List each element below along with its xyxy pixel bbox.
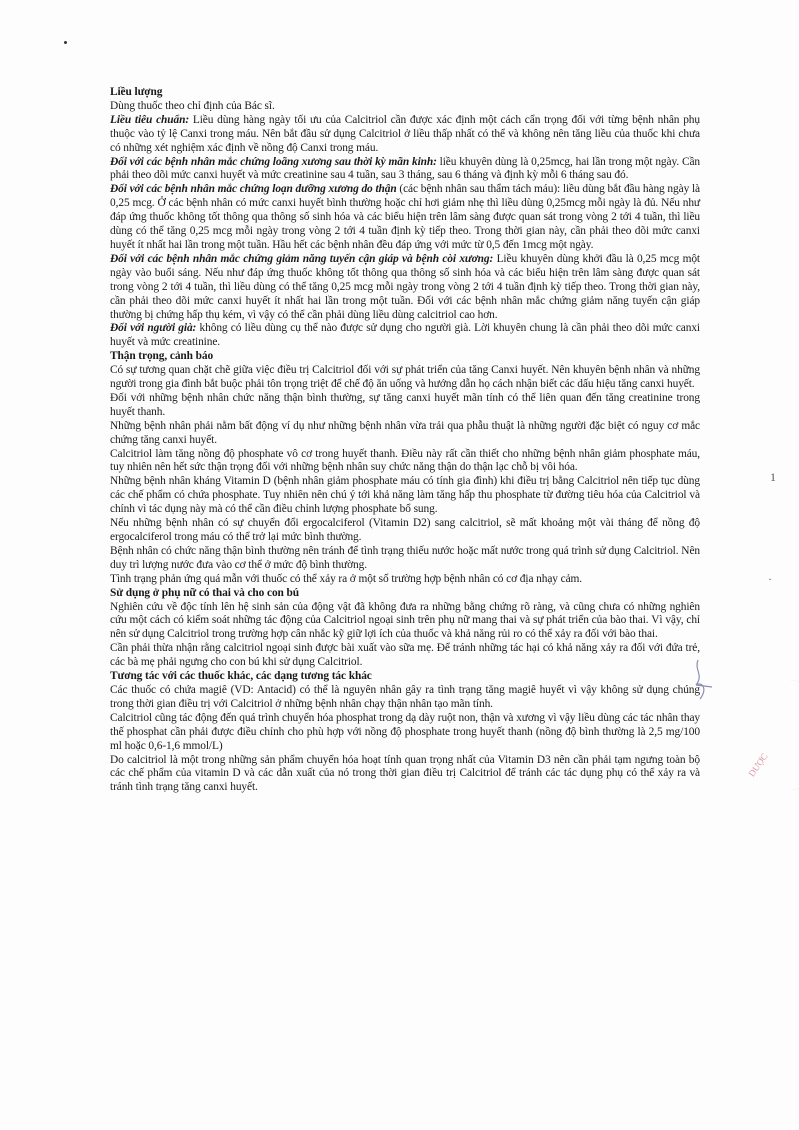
section-title-interactions: Tương tác với các thuốc khác, các dạng tương tác khác (110, 670, 372, 683)
paragraph: Đối với người già: không có liều dùng cụ thể nào được sử dụng cho người già. Lời khuyên chung là cần phải theo dõi mức canxi huyết và mức creatinine. (110, 322, 700, 349)
paragraph: Đối với các bệnh nhân mắc chứng giảm năng tuyến cận giáp và bệnh còi xương: Liều khuyên dùng khởi đầu là 0,25 mcg một ngày vào buổi sáng. Nếu như đáp ứng thuốc không tốt thông qua thông số sinh hóa và các biểu hiện trên lâm sàng được quan sát trong vòng 2 tới 4 tuần, thì liều dùng có thể tăng 0,25 mcg mỗi ngày trong vòng 2 tới 4 tuần định kỳ tiếp theo. Trong thời gian này, cần phải theo dõi mức canxi huyết ít nhất hai lần trong một tuần. Đối với các bệnh nhân mắc chứng giảm năng tuyến cận giáp thường bị chứng hấp thụ kém, vì vậy có thể cần phải dùng liều dùng calcitriol cao hơn. (110, 252, 700, 321)
paragraph: Đối với những bệnh nhân chức năng thận bình thường, sự tăng canxi huyết mãn tính có thể liên quan đến tăng creatinine trong huyết thanh. (110, 391, 700, 418)
signature-icon (690, 655, 730, 705)
paragraph: Calcitriol làm tăng nồng độ phosphate vô cơ trong huyết thanh. Điều này rất cần thiết cho những bệnh nhân giảm phosphate máu, tuy nhiên nên hết sức thận trọng đối với những bệnh nhân suy chức năng thận do thận lạc chỗ bị vôi hóa. (110, 447, 700, 474)
paragraph: Tình trạng phản ứng quá mẫn với thuốc có thể xảy ra ở một số trường hợp bệnh nhân có cơ địa nhạy cảm. (110, 572, 583, 585)
stamp-text: DƯỢC (746, 751, 770, 779)
paragraph: Dùng thuốc theo chỉ định của Bác sĩ. (110, 99, 275, 112)
paragraph: Đối với các bệnh nhân mắc chứng loãng xương sau thời kỳ mãn kinh: liều khuyên dùng là 0,25mcg, hai lần trong một ngày. Cần phải theo dõi mức canxi huyết và mức creatinine sau 4 tuần, sau 3 tháng, sau 6 tháng và định kỳ mỗi 6 tháng sau đó. (110, 155, 700, 182)
scan-speck (64, 41, 67, 44)
paragraph: Calcitriol cũng tác động đến quá trình chuyển hóa phosphat trong dạ dày ruột non, thận và xương vì vậy liều dùng các tác nhân thay thế phosphat cần phải được điều chỉnh cho phù hợp với nồng độ phosphate trong huyết thanh (nồng độ bình thường là 2,5 mg/100 ml hoặc 0,6-1,6 mmol/L) (110, 711, 700, 752)
paragraph: Những bệnh nhân phải nằm bất động ví dụ như những bệnh nhân vừa trải qua phẫu thuật là những người đặc biệt có nguy cơ mắc chứng tăng canxi huyết. (110, 419, 700, 446)
paragraph: Do calcitriol là một trong những sản phẩm chuyển hóa hoạt tính quan trọng nhất của Vitamin D3 nên cần phải tạm ngưng toàn bộ các chế phẩm của vitamin D và các dẫn xuất của nó trong thời gian điều trị Calcitriol để tránh các tác dụng phụ có thể xảy ra và tránh tình trạng tăng canxi huyết. (110, 753, 700, 794)
margin-mark: · (768, 572, 772, 586)
paragraph: Có sự tương quan chặt chẽ giữa việc điều trị Calcitriol đối với sự phát triển của tăng Canxi huyết. Nên khuyên bệnh nhân và những người trong gia đình bắt buộc phải tôn trọng triệt để chế độ ăn uống và hướng dẫn họ cách nhận biết các dấu hiệu tăng canxi huyết. (110, 364, 700, 391)
document-body (110, 86, 700, 795)
paragraph: Nếu những bệnh nhân có sự chuyển đổi ergocalciferol (Vitamin D2) sang calcitriol, sẽ mất khoảng một vài tháng để nồng độ ergocalciferol trong máu có thể trở lại mức bình thường. (110, 517, 700, 543)
paragraph: Cần phải thừa nhận rằng calcitriol ngoại sinh được bài xuất vào sữa mẹ. Để tránh những tác hại có khả năng xảy ra đối với đứa trẻ, các bà mẹ phải ngưng cho con bú khi sử dụng Calcitriol. (110, 642, 700, 669)
paragraph: Nghiên cứu về độc tính lên hệ sinh sản của động vật đã không đưa ra những bằng chứng rõ ràng, và cũng chưa có những nghiên cứu một cách có kiểm soát những tác động của Calcitriol ngoại sinh trên phụ nữ mang thai và sự phát triển của bào thai. Vì vậy, chỉ nên sử dụng Calcitriol trong trường hợp cân nhắc kỹ giữ lợi ích của thuốc và khả năng rủi ro có thể xảy ra đối với bào thai. (110, 600, 700, 641)
paragraph: Đối với các bệnh nhân mắc chứng loạn dưỡng xương do thận (các bệnh nhân sau thẩm tách máu): liều dùng bắt đầu hàng ngày là 0,25 mcg. Ở các bệnh nhân có mức canxi huyết bình thường hoặc chỉ hơi giảm nhẹ thì liều dùng 0,25mcg mỗi ngày là đủ. Nếu như đáp ứng thuốc không tốt thông qua thông số sinh hóa và các biểu hiện trên lâm sàng được quan sát trong vòng 2 tới 4 tuần, thì liều dùng có thể tăng 0,25 mcg mỗi ngày trong vòng 2 tới 4 tuần định kỳ tiếp theo. Trong thời gian này, cần phải theo dõi mức canxi huyết ít nhất hai lần trong một tuần. Hầu hết các bệnh nhân đều đáp ứng với mức từ 0,5 đến 1mcg một ngày. (110, 183, 700, 251)
paragraph: Bệnh nhân có chức năng thận bình thường nên tránh để tình trạng thiếu nước hoặc mất nước trong quá trình sử dụng Calcitriol. Nên duy trì lượng nước đưa vào cơ thể ở mức độ bình thường. (110, 544, 700, 571)
margin-mark: 1 (770, 470, 776, 484)
paragraph: Các thuốc có chứa magiê (VD: Antacid) có thể là nguyên nhân gây ra tình trạng tăng magiê huyết vì vậy không sử dụng chúng trong thời gian điều trị với Calcitriol ở những bệnh nhân chạy thận nhân tạo mãn tính. (110, 683, 700, 710)
paragraph: Những bệnh nhân kháng Vitamin D (bệnh nhân giảm phosphate máu có tính gia đình) khi điều trị bằng Calcitriol nên tiếp tục dùng các chế phẩm có chứa phosphate. Tuy nhiên nên chú ý tới khả năng làm tăng hấp thu phosphate từ đường tiêu hóa của Calcitriol và chính vì tác dụng này mà có thể cần điều chỉnh lượng phosphate bổ sung. (110, 475, 700, 516)
paragraph: Liều tiêu chuẩn: Liều dùng hàng ngày tối ưu của Calcitriol cần được xác định một cách cẩn trọng đối với từng bệnh nhân phụ thuộc vào tỷ lệ Canxi trong máu. Nên bắt đầu sử dụng Calcitriol ở liều thấp nhất có thể và không nên tăng liều của thuốc khi chưa có những xét nghiệm xác định về nồng độ Canxi trong máu. (110, 113, 700, 154)
section-title-dosage: Liều lượng (110, 86, 163, 98)
section-title-precautions: Thận trọng, cảnh báo (110, 350, 214, 363)
section-title-pregnancy: Sử dụng ở phụ nữ có thai và cho con bú (110, 586, 300, 599)
